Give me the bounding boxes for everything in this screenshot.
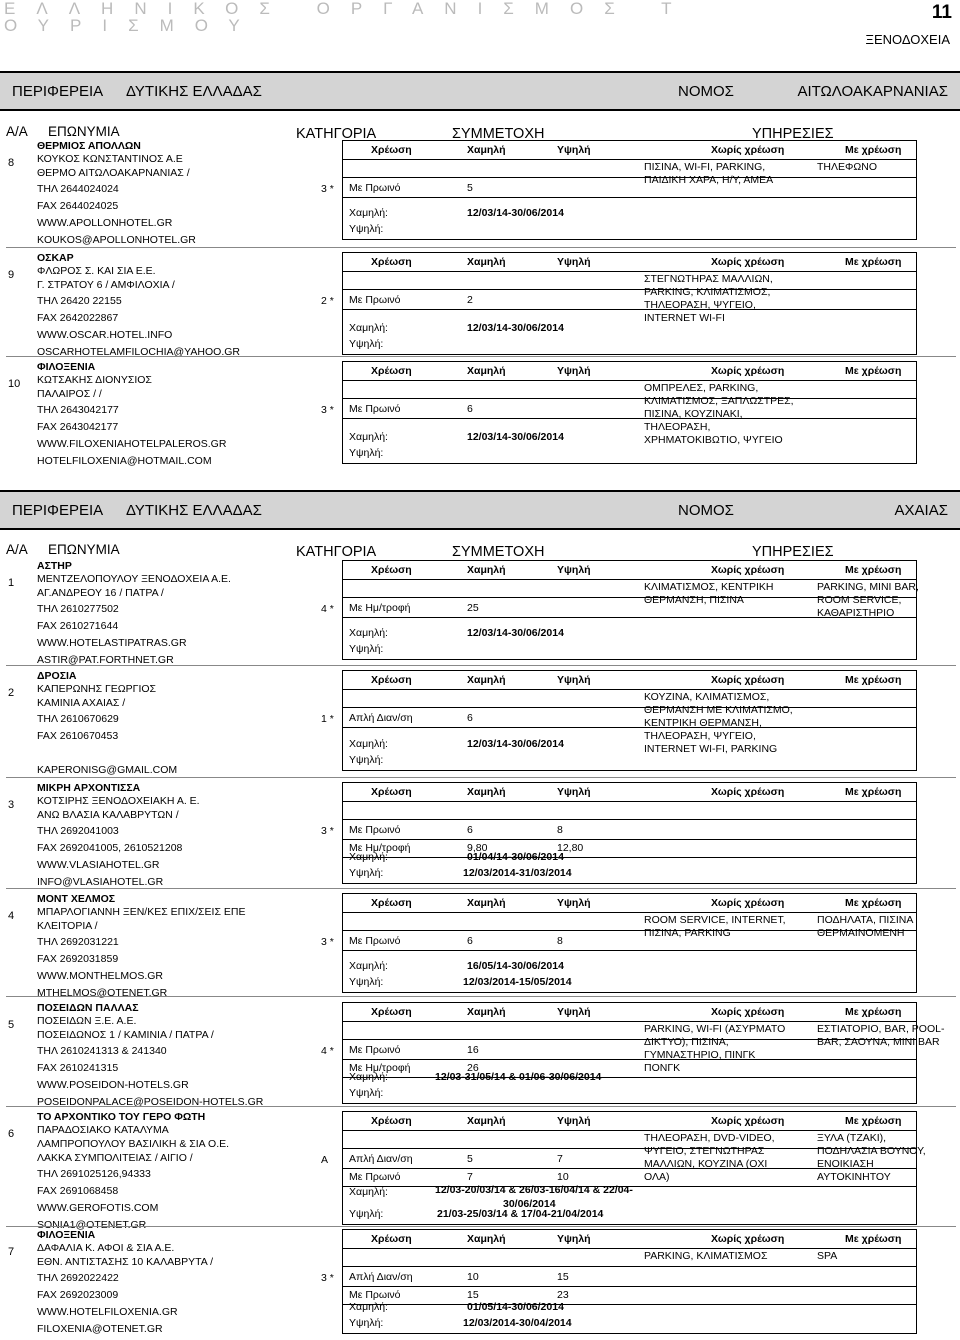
col-participation: ΣΥΜΜΕΤΟΧΗ [452, 126, 545, 142]
hotel-website: WWW.HOTELFILOXENIA.GR [37, 1306, 178, 1318]
hotel-email: FILOXENIA@OTENET.GR [37, 1323, 163, 1335]
free-label: Χωρίς χρέωση [711, 365, 785, 377]
low-season-dates: 16/05/14-30/06/2014 [467, 960, 564, 972]
hotel-owner: ΚΑΠΕΡΩΝΗΣ ΓΕΩΡΓΙΟΣ [37, 683, 157, 695]
nomos-value: ΑΧΑΙΑΣ [894, 502, 948, 519]
hotel-entry [0, 893, 960, 999]
paid-label: Με χρέωση [845, 564, 902, 576]
rate-type: Με Ημ/τροφή [349, 602, 411, 614]
low-season-label: Χαμηλή: [349, 322, 388, 334]
rate-low: 15 [467, 1289, 479, 1301]
low-label: Χαμηλή [467, 1006, 506, 1018]
services-free: ΚΟΥΖΙΝΑ, ΚΛΙΜΑΤΙΣΜΟΣ, ΘΕΡΜΑΝΣΗ ΜΕ ΚΛΙΜΑΤΙΣΜΟ, ΚΕΝΤΡΙΚΗ ΘΕΡΜΑΝΣΗ, ΤΗΛΕΟΡΑΣΗ, ΨΥΓΕΙΟ, INTERNET WI-FI, PARKING [644, 691, 793, 755]
rate-row [343, 1268, 916, 1287]
nomos-label: ΝΟΜΟΣ [678, 83, 734, 100]
entry-number: 5 [8, 1019, 15, 1031]
rates-header-row [343, 561, 916, 580]
hotel-address: ΑΝΩ ΒΛΑΣΙΑ ΚΑΛΑΒΡΥΤΩΝ / [37, 809, 179, 821]
hotel-website: WWW.GEROFOTIS.COM [37, 1202, 159, 1214]
high-label: Υψηλή [557, 897, 591, 909]
entry-number: 6 [8, 1128, 15, 1140]
rate-high: 23 [557, 1289, 569, 1301]
hotel-website: WWW.MONTHELMOS.GR [37, 970, 163, 982]
low-season-label: Χαμηλή: [349, 851, 388, 863]
low-season-label: Χαμηλή: [349, 1301, 388, 1313]
entry-separator [6, 996, 956, 997]
periferia-label: ΠΕΡΙΦΕΡΕΙΑ [12, 83, 104, 100]
hotel-address: ΛΑΚΚΑ ΣΥΜΠΟΛΙΤΕΙΑΣ / ΑΙΓΙΟ / [37, 1152, 193, 1164]
col-aa: Α/Α [6, 542, 28, 557]
hotel-owner: ΠΑΡΑΔΟΣΙΑΚΟ ΚΑΤΑΛΥΜΑ [37, 1124, 169, 1136]
rates-box [342, 782, 917, 884]
services-free: ΣΤΕΓΝΩΤΗΡΑΣ ΜΑΛΛΙΩΝ, PARKING, ΚΛΙΜΑΤΙΣΜΟΣ, ΤΗΛΕΟΡΑΣΗ, ΨΥΓΕΙΟ, INTERNET WI-FI [644, 273, 773, 324]
rate-type: Με Πρωινό [349, 403, 401, 415]
hotel-name: ΑΣΤΗΡ [37, 560, 72, 572]
hotel-entry [0, 782, 960, 888]
rate-row [343, 709, 916, 728]
rates-box [342, 1229, 917, 1334]
col-category: ΚΑΤΗΓΟΡΙΑ [296, 126, 377, 142]
col-participation: ΣΥΜΜΕΤΟΧΗ [452, 544, 545, 560]
entry-number: 2 [8, 687, 15, 699]
hotel-email: INFO@VLASIAHOTEL.GR [37, 876, 164, 888]
rate-type: Απλή Διαν/ση [349, 712, 413, 724]
hotel-owner: ΠΟΣΕΙΔΩΝ Ξ.Ε. Α.Ε. [37, 1015, 137, 1027]
paid-label: Με χρέωση [845, 256, 902, 268]
free-label: Χωρίς χρέωση [711, 897, 785, 909]
charge-label: Χρέωση [371, 144, 412, 156]
region-band [0, 71, 960, 111]
rates-header-row [343, 141, 916, 160]
hotel-category: Α [321, 1154, 329, 1166]
hotel-entry [0, 1002, 960, 1108]
entry-separator [6, 665, 956, 666]
rate-low: 25 [467, 602, 479, 614]
paid-label: Με χρέωση [845, 365, 902, 377]
low-season-dates: 12/03/14-30/06/2014 [467, 627, 564, 639]
hotel-name: ΠΟΣΕΙΔΩΝ ΠΑΛΛΑΣ [37, 1002, 139, 1014]
paid-label: Με χρέωση [845, 674, 902, 686]
rates-header-row [343, 671, 916, 690]
hotel-category: 3 * [321, 183, 334, 195]
high-season-label: Υψηλή: [349, 447, 384, 459]
hotel-entry [0, 1111, 960, 1231]
low-label: Χαμηλή [467, 786, 506, 798]
entry-separator [6, 247, 956, 248]
rate-row [343, 291, 916, 310]
hotel-phone: ΤΗΛ 2692022422 [37, 1272, 119, 1284]
high-label: Υψηλή [557, 564, 591, 576]
hotel-address: Γ. ΣΤΡΑΤΟΥ 6 / ΑΜΦΙΛΟΧΙΑ / [37, 279, 175, 291]
rate-low: 6 [467, 712, 473, 724]
low-season-label: Χαμηλή: [349, 738, 388, 750]
hotel-category: 4 * [321, 1045, 334, 1057]
services-free: ΚΛΙΜΑΤΙΣΜΟΣ, ΚΕΝΤΡΙΚΗ ΘΕΡΜΑΝΣΗ, ΠΙΣΙΝΑ [644, 581, 774, 606]
hotel-website: WWW.APOLLONHOTEL.GR [37, 217, 173, 229]
hotel-phone: ΤΗΛ 2692031221 [37, 936, 119, 948]
low-label: Χαμηλή [467, 1233, 506, 1245]
charge-label: Χρέωση [371, 1006, 412, 1018]
services-free: PARKING, WI-FI (ΑΣΥΡΜΑΤΟ ΔΙΚΤΥΟ), ΠΙΣΙΝΑ, ΓΥΜΝΑΣΤΗΡΙΟ, ΠΙΝΓΚ ΠΟΝΓΚ [644, 1023, 786, 1074]
rate-row [343, 839, 916, 858]
high-season-label: Υψηλή: [349, 223, 384, 235]
high-season-label: Υψηλή: [349, 1317, 384, 1329]
hotel-phone: ΤΗΛ 2610241313 & 241340 [37, 1045, 167, 1057]
hotel-address: ΠΟΣΕΙΔΩΝΟΣ 1 / ΚΑΜΙΝΙΑ / ΠΑΤΡΑ / [37, 1029, 214, 1041]
rate-high: 8 [557, 824, 563, 836]
hotel-email: MTHELMOS@OTENET.GR [37, 987, 168, 999]
paid-label: Με χρέωση [845, 897, 902, 909]
low-season-label: Χαμηλή: [349, 1186, 388, 1198]
services-free: ΠΙΣΙΝΑ, WI-FI, PARKING, ΠΑΙΔΙΚΗ ΧΑΡΑ, Η/Υ, ΑΜΕΑ [644, 161, 774, 186]
rates-header-row [343, 253, 916, 272]
paid-label: Με χρέωση [845, 1006, 902, 1018]
rate-type: Με Πρωινό [349, 294, 401, 306]
low-label: Χαμηλή [467, 256, 506, 268]
entry-number: 9 [8, 269, 15, 281]
hotel-fax: FAX 2692031859 [37, 953, 119, 965]
hotel-owner: ΚΩΤΣΑΚΗΣ ΔΙΟΝΥΣΙΟΣ [37, 374, 152, 386]
rate-low: 7 [467, 1171, 473, 1183]
hotel-entry [0, 361, 960, 467]
rate-type: Απλή Διαν/ση [349, 1153, 413, 1165]
entry-separator [6, 888, 956, 889]
free-label: Χωρίς χρέωση [711, 674, 785, 686]
rate-low: 10 [467, 1271, 479, 1283]
high-season-dates: 12/03/2014-15/05/2014 [463, 976, 572, 988]
col-services: ΥΠΗΡΕΣΙΕΣ [752, 544, 834, 560]
hotel-owner: ΜΠΑΡΛΟΓΙΑΝΝΗ ΞΕΝ/ΚΕΣ ΕΠΙΧ/ΣΕΙΣ ΕΠΕ [37, 906, 246, 918]
nomos-value: ΑΙΤΩΛΟΑΚΑΡΝΑΝΙΑΣ [797, 83, 948, 100]
low-season-dates: 12/03/14-30/06/2014 [467, 322, 564, 334]
hotel-email: KAPERONISG@GMAIL.COM [37, 764, 178, 776]
rates-header-row [343, 894, 916, 913]
high-label: Υψηλή [557, 1115, 591, 1127]
low-label: Χαμηλή [467, 897, 506, 909]
rate-type: Απλή Διαν/ση [349, 1271, 413, 1283]
hotel-fax: FAX 2643042177 [37, 421, 119, 433]
entry-separator [6, 356, 956, 357]
charge-label: Χρέωση [371, 256, 412, 268]
charge-label: Χρέωση [371, 674, 412, 686]
high-season-label: Υψηλή: [349, 976, 384, 988]
hotel-website: WWW.HOTELASTIPATRAS.GR [37, 637, 187, 649]
entry-separator [6, 777, 956, 778]
hotel-website: WWW.FILOXENIAHOTELPALEROS.GR [37, 438, 227, 450]
high-season-dates: 12/03/2014-31/03/2014 [463, 867, 572, 879]
high-season-dates: 12/03/2014-30/04/2014 [463, 1317, 572, 1329]
periferia-value: ΔΥΤΙΚΗΣ ΕΛΛΑΔΑΣ [126, 502, 262, 519]
hotel-entry [0, 252, 960, 358]
high-label: Υψηλή [557, 365, 591, 377]
hotel-category: 4 * [321, 603, 334, 615]
rate-low: 6 [467, 403, 473, 415]
entry-number: 10 [8, 378, 21, 390]
hotel-website: WWW.POSEIDON-HOTELS.GR [37, 1079, 189, 1091]
hotel-owner-2: ΛΑΜΠΡΟΠΟΥΛΟΥ ΒΑΣΙΛΙΚΗ & ΣΙΑ Ο.Ε. [37, 1138, 230, 1150]
hotel-website: WWW.VLASIAHOTEL.GR [37, 859, 160, 871]
free-label: Χωρίς χρέωση [711, 1006, 785, 1018]
rates-box [342, 140, 917, 240]
hotel-entry [0, 560, 960, 666]
hotel-name: ΜΙΚΡΗ ΑΡΧΟΝΤΙΣΣΑ [37, 782, 141, 794]
rate-high: 7 [557, 1153, 563, 1165]
col-services: ΥΠΗΡΕΣΙΕΣ [752, 126, 834, 142]
low-season-dates: 12/03/14-30/06/2014 [467, 207, 564, 219]
services-free: ΤΗΛΕΟΡΑΣΗ, DVD-VIDEO, ΨΥΓΕΙΟ, ΣΤΕΓΝΩΤΗΡΑΣ ΜΑΛΛΙΩΝ, ΚΟΥΖΙΝΑ (ΟΧΙ ΟΛΑ) [644, 1132, 775, 1183]
hotel-fax: FAX 2642022867 [37, 312, 119, 324]
hotel-name: ΘΕΡΜΙΟΣ ΑΠΟΛΛΩΝ [37, 140, 141, 152]
paid-label: Με χρέωση [845, 1233, 902, 1245]
low-label: Χαμηλή [467, 144, 506, 156]
paid-label: Με χρέωση [845, 786, 902, 798]
hotel-fax: FAX 2610241315 [37, 1062, 119, 1074]
rate-row [343, 400, 916, 419]
services-paid: ΞΥΛΑ (ΤΖΑΚΙ), ΠΟΔΗΛΑΣΙΑ ΒΟΥΝΟΥ, ΕΝΟΙΚΙΑΣΗ ΑΥΤΟΚΙΝΗΤΟΥ [817, 1132, 926, 1183]
rate-row [343, 1059, 916, 1078]
hotel-category: 3 * [321, 1272, 334, 1284]
entry-separator [6, 1226, 956, 1227]
paid-label: Με χρέωση [845, 1115, 902, 1127]
rate-low: 6 [467, 824, 473, 836]
services-paid: ΕΣΤΙΑΤΟΡΙΟ, BAR, POOL- BAR, ΣΑΟΥΝΑ, MINI BAR [817, 1023, 945, 1048]
low-season-dates: 01/05/14-30/06/2014 [467, 1301, 564, 1313]
hotel-email: KOUKOS@APOLLONHOTEL.GR [37, 234, 196, 246]
periferia-value: ΔΥΤΙΚΗΣ ΕΛΛΑΔΑΣ [126, 83, 262, 100]
hotel-address: ΚΛΕΙΤΟΡΙΑ / [37, 920, 98, 932]
services-free: PARKING, ΚΛΙΜΑΤΙΣΜΟΣ [644, 1250, 768, 1262]
hotel-phone: ΤΗΛ 2691025126,94333 [37, 1168, 151, 1180]
rate-type: Με Πρωινό [349, 182, 401, 194]
services-paid: ΤΗΛΕΦΩΝΟ [817, 161, 877, 173]
high-label: Υψηλή [557, 674, 591, 686]
col-aa: Α/Α [6, 124, 28, 139]
hotel-owner: ΜΕΝΤΖΕΛΟΠΟΥΛΟΥ ΞΕΝΟΔΟΧΕΙΑ Α.Ε. [37, 573, 231, 585]
free-label: Χωρίς χρέωση [711, 564, 785, 576]
rates-header-row [343, 1003, 916, 1022]
rate-low: 5 [467, 1153, 473, 1165]
rates-box [342, 1002, 917, 1104]
rate-type: Με Ημ/τροφή [349, 1062, 411, 1074]
organization-title-line2: ΟΥΡΙΣΜΟΥ [4, 16, 261, 35]
rate-type: Με Πρωινό [349, 1289, 401, 1301]
free-label: Χωρίς χρέωση [711, 144, 785, 156]
hotel-address: ΘΕΡΜΟ ΑΙΤΩΛΟΑΚΑΡΝΑΝΙΑΣ / [37, 167, 190, 179]
document-category: ΞΕΝΟΔΟΧΕΙΑ [865, 32, 950, 47]
services-paid: SPA [817, 1250, 838, 1262]
low-label: Χαμηλή [467, 674, 506, 686]
high-season-label: Υψηλή: [349, 1087, 384, 1099]
entry-separator [6, 1106, 956, 1107]
hotel-phone: ΤΗΛ 26420 22155 [37, 295, 122, 307]
rates-blank-row [343, 689, 916, 708]
rates-blank-row [343, 271, 916, 290]
entry-number: 1 [8, 577, 15, 589]
low-label: Χαμηλή [467, 564, 506, 576]
rate-high: 10 [557, 1171, 569, 1183]
hotel-owner: ΔΑΦΑΛΙΑ Κ. ΑΦΟΙ & ΣΙΑ Α.Ε. [37, 1242, 175, 1254]
low-season-dates: 12/03/14-30/06/2014 [467, 738, 564, 750]
hotel-website: WWW.OSCAR.HOTEL.INFO [37, 329, 173, 341]
services-paid: PARKING, MINI BAR, ROOM SERVICE, ΚΑΘΑΡΙΣΤΗΡΙΟ [817, 581, 919, 619]
rate-type: Με Πρωινό [349, 824, 401, 836]
hotel-address: ΚΑΜΙΝΙΑ ΑΧΑΙΑΣ / [37, 697, 126, 709]
charge-label: Χρέωση [371, 1233, 412, 1245]
high-season-dates: 21/03-25/03/14 & 17/04-21/04/2014 [437, 1208, 604, 1220]
services-free: ROOM SERVICE, INTERNET, ΠΙΣΙΝΑ, PARKING [644, 914, 786, 939]
rates-box [342, 252, 917, 355]
services-free: ΟΜΠΡΕΛΕΣ, PARKING, ΚΛΙΜΑΤΙΣΜΟΣ, ΞΑΠΛΩΣΤΡΕΣ, ΠΙΣΙΝΑ, ΚΟΥΖΙΝΑΚΙ, ΤΗΛΕΟΡΑΣΗ, ΧΡΗΜΑΤΟΚΙΒΩΤΙΟ, ΨΥΓΕΙΟ [644, 382, 794, 446]
low-season-label: Χαμηλή: [349, 207, 388, 219]
low-season-dates-2: 30/06/2014 [503, 1198, 556, 1210]
rates-header-row [343, 362, 916, 381]
hotel-email: HOTELFILOXENIA@HOTMAIL.COM [37, 455, 212, 467]
rate-low: 26 [467, 1062, 479, 1074]
hotel-owner: ΚΟΤΣΙΡΗΣ ΞΕΝΟΔΟΧΕΙΑΚΗ Α. Ε. [37, 795, 200, 807]
rate-low: 9,80 [467, 842, 488, 854]
hotel-fax: FAX 2691068458 [37, 1185, 119, 1197]
entry-number: 8 [8, 157, 15, 169]
rates-blank-row [343, 801, 916, 820]
low-season-label: Χαμηλή: [349, 960, 388, 972]
low-label: Χαμηλή [467, 365, 506, 377]
nomos-label: ΝΟΜΟΣ [678, 502, 734, 519]
hotel-category: 1 * [321, 713, 334, 725]
low-season-label: Χαμηλή: [349, 627, 388, 639]
rate-high: 8 [557, 935, 563, 947]
rates-header-row [343, 1112, 916, 1131]
col-category: ΚΑΤΗΓΟΡΙΑ [296, 544, 377, 560]
col-name: ΕΠΩΝΥΜΙΑ [48, 542, 120, 557]
free-label: Χωρίς χρέωση [711, 1233, 785, 1245]
hotel-category: 3 * [321, 404, 334, 416]
hotel-phone: ΤΗΛ 2610277502 [37, 603, 119, 615]
charge-label: Χρέωση [371, 564, 412, 576]
col-name: ΕΠΩΝΥΜΙΑ [48, 124, 120, 139]
low-label: Χαμηλή [467, 1115, 506, 1127]
hotel-name: ΟΣΚΑΡ [37, 252, 74, 264]
hotel-email: ASTIR@PAT.FORTHNET.GR [37, 654, 174, 666]
high-label: Υψηλή [557, 1006, 591, 1018]
low-season-dates: 01/04/14-30/06/2014 [467, 851, 564, 863]
hotel-name: ΦΙΛΟΞΕΝΙΑ [37, 1229, 96, 1241]
hotel-fax: FAX 2610670453 [37, 730, 119, 742]
rate-type: Με Ημ/τροφή [349, 842, 411, 854]
hotel-owner: ΦΛΩΡΟΣ Σ. ΚΑΙ ΣΙΑ Ε.Ε. [37, 265, 156, 277]
charge-label: Χρέωση [371, 1115, 412, 1127]
hotel-address: ΠΑΛΑΙΡΟΣ / / [37, 388, 102, 400]
hotel-email: SONIA1@OTENET.GR [37, 1219, 147, 1231]
free-label: Χωρίς χρέωση [711, 1115, 785, 1127]
rates-header-row [343, 783, 916, 802]
low-season-dates: 12/03-20/03/14 & 26/03-16/04/14 & 22/04- [435, 1184, 633, 1196]
hotel-name: ΜΟΝΤ ΧΕΛΜΟΣ [37, 893, 116, 905]
entry-number: 4 [8, 910, 15, 922]
charge-label: Χρέωση [371, 786, 412, 798]
rate-low: 2 [467, 294, 473, 306]
region-band [0, 490, 960, 530]
hotel-entry [0, 670, 960, 776]
hotel-category: 2 * [321, 295, 334, 307]
hotel-email: POSEIDONPALACE@POSEIDON-HOTELS.GR [37, 1096, 264, 1108]
high-label: Υψηλή [557, 786, 591, 798]
hotel-fax: FAX 2692041005, 2610521208 [37, 842, 183, 854]
hotel-category: 3 * [321, 936, 334, 948]
hotel-fax: FAX 2644024025 [37, 200, 119, 212]
hotel-phone: ΤΗΛ 2692041003 [37, 825, 119, 837]
organization-title: ΕΛΛΗΝΙΚΟΣ ΟΡΓΑΝΙΣΜΟΣ Τ [4, 0, 693, 18]
charge-label: Χρέωση [371, 365, 412, 377]
charge-label: Χρέωση [371, 897, 412, 909]
high-season-label: Υψηλή: [349, 754, 384, 766]
hotel-name: ΤΟ ΑΡΧΟΝΤΙΚΟ ΤΟΥ ΓΕΡΟ ΦΩΤΗ [37, 1111, 206, 1123]
rate-type: Με Πρωινό [349, 935, 401, 947]
hotel-category: 3 * [321, 825, 334, 837]
rate-low: 16 [467, 1044, 479, 1056]
rate-type: Με Πρωινό [349, 1171, 401, 1183]
low-season-dates: 12/03-31/05/14 & 01/06-30/06/2014 [435, 1071, 602, 1083]
hotel-phone: ΤΗΛ 2610670629 [37, 713, 119, 725]
hotel-name: ΦΙΛΟΞΕΝΙΑ [37, 361, 96, 373]
high-season-label: Υψηλή: [349, 643, 384, 655]
rates-box [342, 361, 917, 464]
periferia-label: ΠΕΡΙΦΕΡΕΙΑ [12, 502, 104, 519]
low-season-dates: 12/03/14-30/06/2014 [467, 431, 564, 443]
hotel-owner: ΚΟΥΚΟΣ ΚΩΝΣΤΑΝΤΙΝΟΣ Α.Ε [37, 153, 183, 165]
rate-low: 5 [467, 182, 473, 194]
rates-box [342, 670, 917, 771]
rate-row [343, 821, 916, 840]
rate-high: 12,80 [557, 842, 584, 854]
free-label: Χωρίς χρέωση [711, 256, 785, 268]
hotel-address: ΕΘΝ. ΑΝΤΙΣΤΑΣΗΣ 10 ΚΑΛΑΒΡΥΤΑ / [37, 1256, 214, 1268]
high-season-label: Υψηλή: [349, 338, 384, 350]
high-season-label: Υψηλή: [349, 867, 384, 879]
high-label: Υψηλή [557, 1233, 591, 1245]
hotel-entry [0, 140, 960, 246]
hotel-phone: ΤΗΛ 2644024024 [37, 183, 119, 195]
high-season-label: Υψηλή: [349, 1208, 384, 1220]
entry-number: 3 [8, 799, 15, 811]
services-paid: ΠΟΔΗΛΑΤΑ, ΠΙΣΙΝΑ ΘΕΡΜΑΙΝΟΜΕΝΗ [817, 914, 914, 939]
rates-header-row [343, 1230, 916, 1249]
hotel-phone: ΤΗΛ 2643042177 [37, 404, 119, 416]
rate-high: 15 [557, 1271, 569, 1283]
low-season-label: Χαμηλή: [349, 431, 388, 443]
hotel-entry [0, 1229, 960, 1334]
hotel-fax: FAX 2610271644 [37, 620, 119, 632]
rates-blank-row [343, 380, 916, 399]
entry-number: 7 [8, 1246, 15, 1258]
low-season-label: Χαμηλή: [349, 1071, 388, 1083]
rate-row [343, 179, 916, 198]
hotel-name: ΔΡΟΣΙΑ [37, 670, 77, 682]
hotel-fax: FAX 2692023009 [37, 1289, 119, 1301]
rate-row [343, 1286, 916, 1305]
free-label: Χωρίς χρέωση [711, 786, 785, 798]
hotel-address: ΑΓ.ΑΝΔΡΕΟΥ 16 / ΠΑΤΡΑ / [37, 587, 164, 599]
high-label: Υψηλή [557, 144, 591, 156]
hotel-email: OSCARHOTELAMFILOCHIA@YAHOO.GR [37, 346, 240, 358]
rates-box [342, 893, 917, 993]
paid-label: Με χρέωση [845, 144, 902, 156]
rate-low: 6 [467, 935, 473, 947]
rate-type: Με Πρωινό [349, 1044, 401, 1056]
page-number: 11 [931, 2, 952, 23]
high-label: Υψηλή [557, 256, 591, 268]
